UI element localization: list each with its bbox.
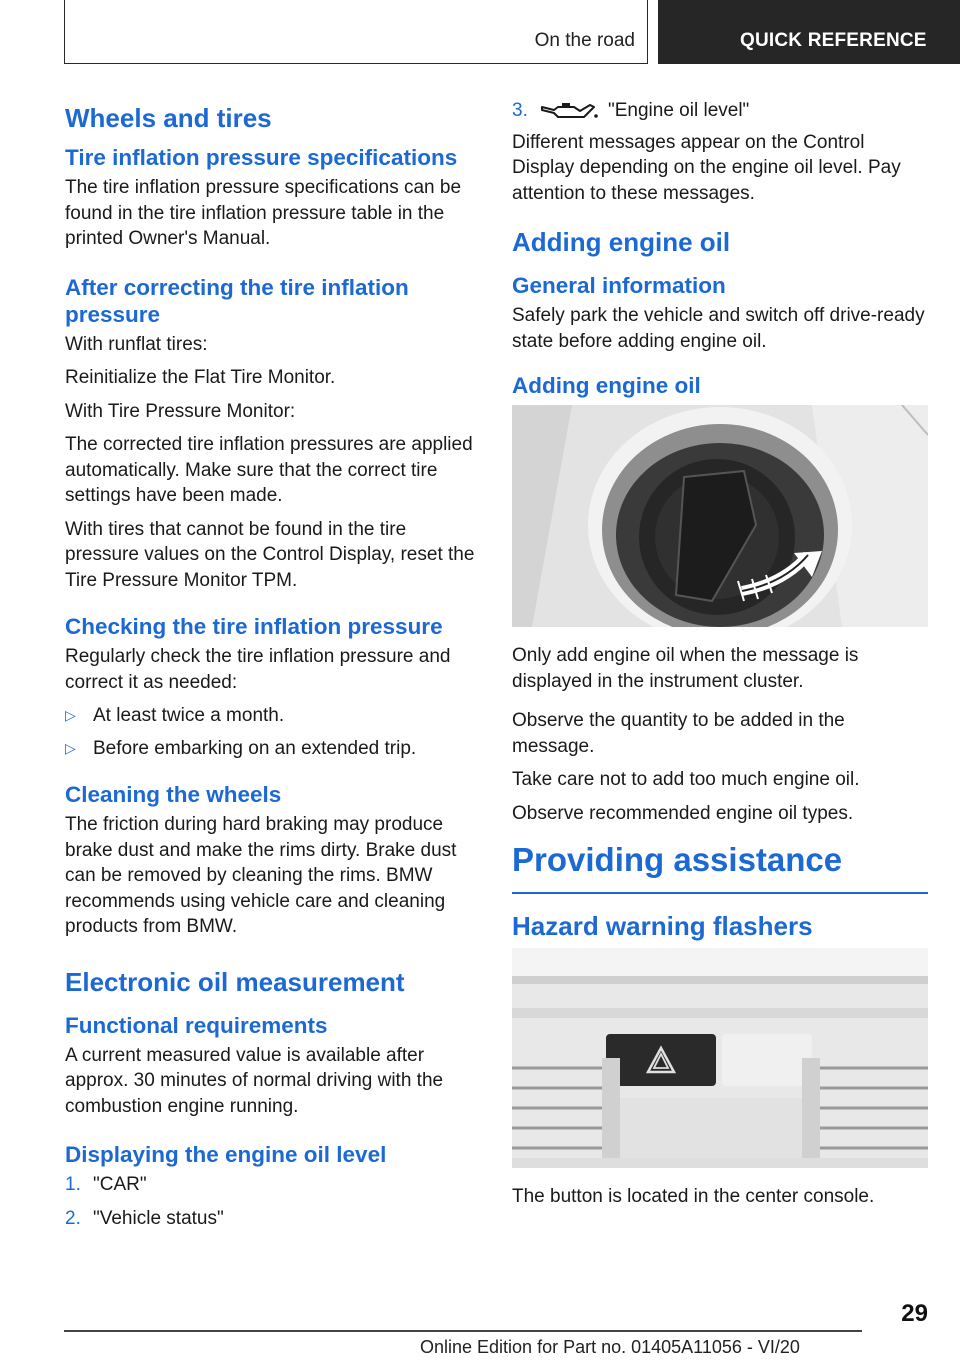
list-item: ▷ Before embarking on an extended trip. <box>65 736 480 762</box>
after-p2: Reinitialize the Flat Tire Monitor. <box>65 367 336 388</box>
header-tab-quick-reference[interactable] <box>658 0 960 64</box>
functional-text: A current measured value is available after approx. 30 minutes of normal driving with the combustion engine running. <box>65 1044 444 1117</box>
after-correcting-heading: After correcting the tire inflation pressure <box>65 274 409 327</box>
header-tab-label: QUICK REFERENCE <box>740 30 927 51</box>
list-item: ▷ At least twice a month. <box>65 703 480 729</box>
after-p4: The corrected tire inflation pressures are applied automatically. Make sure that the correct tire settings have been made. <box>65 434 473 506</box>
oil-p3: Take care not to add too much engine oil. <box>512 769 860 790</box>
page-number: 29 <box>901 1300 928 1327</box>
adding-oil-subheading: Adding engine oil <box>512 373 701 398</box>
hazard-flashers-heading: Hazard warning flashers <box>512 911 813 941</box>
checking-heading: Checking the tire inflation pressure <box>65 614 443 639</box>
providing-assistance-heading: Providing assistance <box>512 840 928 894</box>
cleaning-heading: Cleaning the wheels <box>65 782 282 807</box>
steps-list <box>65 1172 480 1231</box>
after-p1: With runflat tires: <box>65 333 208 355</box>
checking-text: Regularly check the tire inflation pressure and correct it as needed: <box>65 646 451 693</box>
triangle-bullet-icon: ▷ <box>65 707 76 723</box>
header-section-label: On the road <box>534 30 635 51</box>
oil-p4: Observe recommended engine oil types. <box>512 802 854 824</box>
checking-bullet-list <box>65 703 480 761</box>
adding-oil-heading: Adding engine oil <box>512 227 731 257</box>
triangle-bullet-icon: ▷ <box>65 739 76 756</box>
list-item: 1. "CAR" <box>65 1174 147 1195</box>
hazard-text: The button is located in the center console. <box>512 1186 875 1207</box>
left-column <box>65 98 480 1239</box>
displaying-heading: Displaying the engine oil level <box>65 1142 387 1167</box>
after-p5: With tires that cannot be found in the tire pressure values on the Control Display, reset the Tire Pressure Monitor TPM. <box>65 518 475 591</box>
wheels-heading: Wheels and tires <box>65 103 272 133</box>
oil-p2: Observe the quantity to be added in the message. <box>512 710 845 757</box>
after-p3: With Tire Pressure Monitor: <box>65 400 296 422</box>
step3-description: Different messages appear on the Control Display depending on the engine oil level. Pay attention to these messages. <box>512 131 901 204</box>
oil-filler-cap-image <box>512 405 928 627</box>
hazard-button-image <box>512 948 928 1168</box>
general-info-text: Safely park the vehicle and switch off drive-ready state before adding engine oil. <box>512 305 925 352</box>
tire-spec-heading: Tire inflation pressure specifications <box>65 145 458 170</box>
general-info-heading: General information <box>512 273 726 298</box>
oil-p1: Only add engine oil when the message is displayed in the instrument cluster. <box>512 645 859 692</box>
header-frame <box>64 0 648 64</box>
right-column <box>512 98 928 1218</box>
footer-edition-text: Online Edition for Part no. 01405A11056 - VI/20 <box>420 1337 800 1357</box>
functional-heading: Functional requirements <box>65 1012 328 1038</box>
oil-can-icon <box>540 101 598 121</box>
footer-divider <box>64 1330 862 1332</box>
cleaning-text: The friction during hard braking may produce brake dust and make the rims dirty. Brake dust can be removed by cleaning the rims. BMW recommends using vehicle care and cleaning products from BMW. <box>65 814 457 937</box>
step-3: 3. "Engine oil level" <box>512 100 750 121</box>
tire-spec-text: The tire inflation pressure specifications can be found in the tire inflation pressure table in the printed Owner's Manual. <box>65 177 462 249</box>
electronic-oil-heading: Electronic oil measurement <box>65 966 405 997</box>
list-item: 2. "Vehicle status" <box>65 1207 224 1229</box>
